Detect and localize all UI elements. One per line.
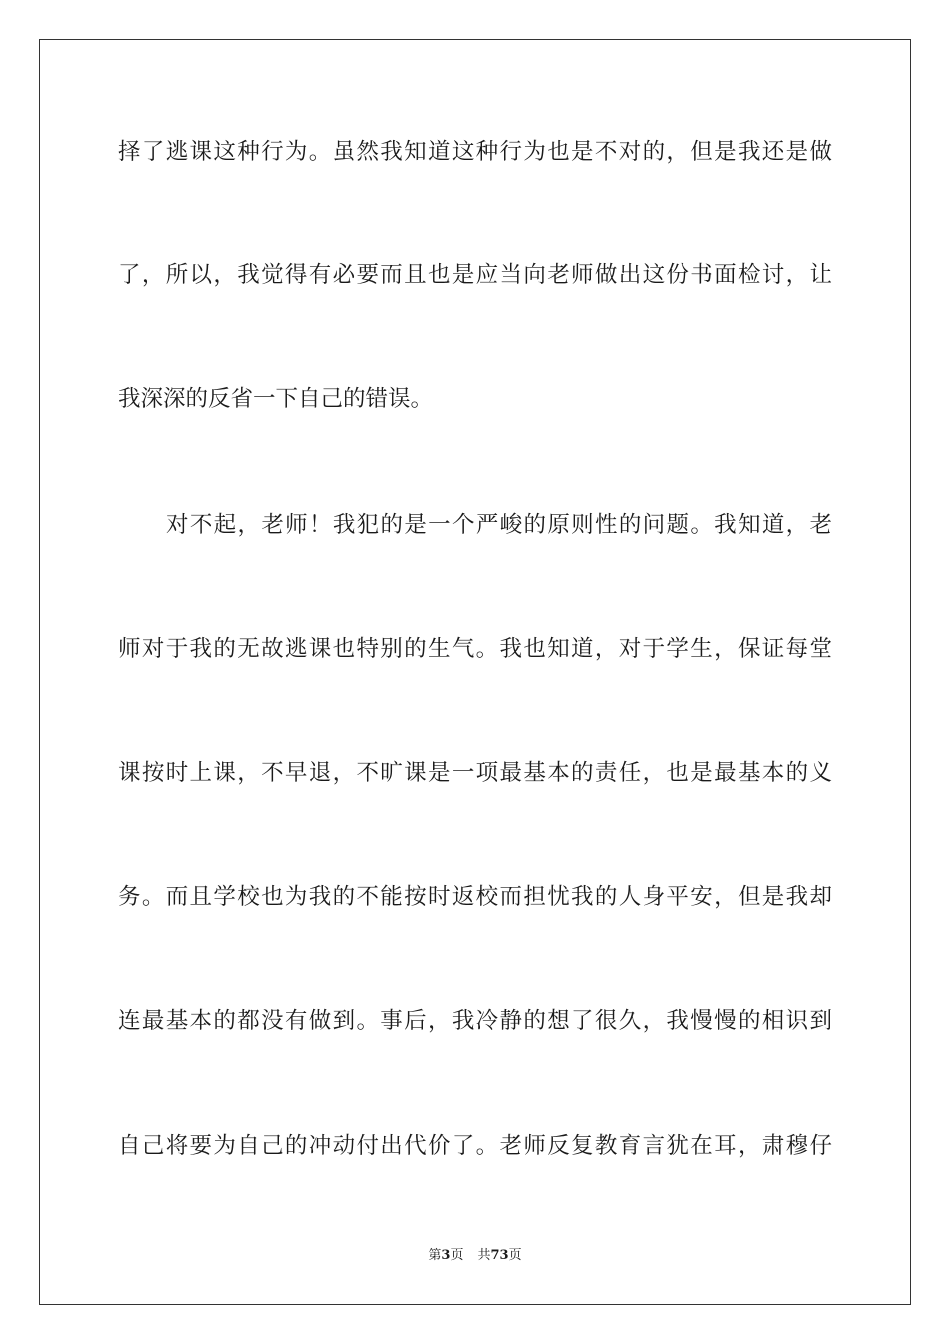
total-prefix: 共: [477, 1248, 491, 1263]
body-line-4: 对不起，老师！我犯的是一个严峻的原则性的问题。我知道，老: [166, 512, 832, 538]
body-line-2: 了，所以，我觉得有必要而且也是应当向老师做出这份书面检讨，让: [118, 262, 832, 288]
body-line-3: 我深深的反省一下自己的错误。: [118, 386, 434, 412]
page-border: [39, 39, 911, 1305]
body-line-1: 择了逃课这种行为。虽然我知道这种行为也是不对的，但是我还是做: [118, 139, 832, 165]
body-line-9: 自己将要为自己的冲动付出代价了。老师反复教育言犹在耳，肃穆仔: [118, 1133, 832, 1159]
page-suffix: 页: [450, 1248, 464, 1263]
total-pages: 73: [490, 1248, 509, 1263]
page-footer: [0, 1246, 950, 1266]
page-number: 3: [441, 1248, 451, 1263]
body-line-6: 课按时上课，不早退，不旷课是一项最基本的责任，也是最基本的义: [118, 760, 832, 786]
body-line-7: 务。而且学校也为我的不能按时返校而担忧我的人身平安，但是我却: [118, 884, 832, 910]
body-line-5: 师对于我的无故逃课也特别的生气。我也知道，对于学生，保证每堂: [118, 636, 832, 662]
page-prefix: 第: [428, 1248, 442, 1263]
total-suffix: 页: [508, 1248, 522, 1263]
body-line-8: 连最基本的都没有做到。事后，我冷静的想了很久，我慢慢的相识到: [118, 1008, 832, 1034]
